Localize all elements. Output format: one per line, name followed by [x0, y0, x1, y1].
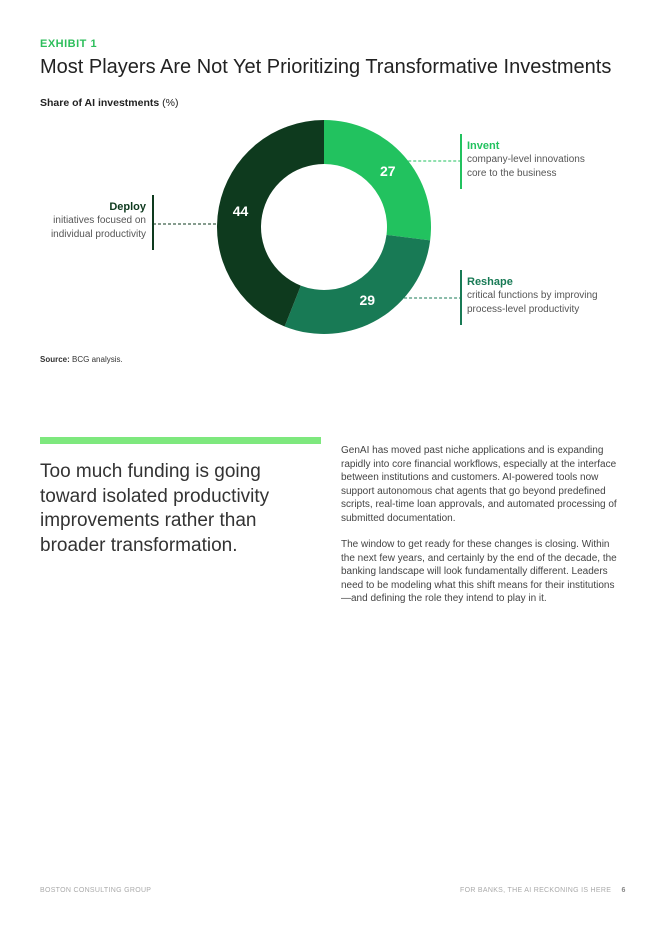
callout-deploy — [51, 200, 152, 242]
pull-quote: Too much funding is going toward isolated productivity improvements rather than broader transformation. — [40, 461, 270, 556]
body-paragraph-1: GenAI has moved past niche applications and is expanding rapidly into core financial workflows, especially at the interface between institutions and customers. AI-powered tools now support autonomous chat agents that go beyond predefined scripts, real-time loan approvals, and automated processing of submitted documentation. — [341, 445, 617, 524]
chart-subtitle-unit: (%) — [162, 97, 179, 109]
donut-slice-invent — [324, 120, 431, 240]
body-paragraph-2: The window to get ready for these changes is closing. Within the next few years, and certainly by the end of the decade, the banking landscape will look fundamentally different. Leaders need to be modeling what this shift means for their institutions—and defining the role they intend to play in it. — [341, 539, 617, 604]
callout-reshape-line1: critical functions by improving — [467, 290, 598, 301]
source-label: Source: — [40, 355, 70, 364]
footer-running-title — [460, 887, 626, 894]
callout-reshape-line2: process-level productivity — [467, 304, 580, 315]
donut-value-invent: 27 — [379, 162, 396, 179]
body-text — [341, 444, 623, 619]
accent-bar — [40, 437, 321, 444]
chart-source — [40, 355, 123, 364]
footer-publisher: BOSTON CONSULTING GROUP — [40, 887, 152, 894]
callout-reshape — [461, 275, 598, 317]
callout-invent-line2: core to the business — [467, 168, 557, 179]
footer-report-title: FOR BANKS, THE AI RECKONING IS HERE — [460, 887, 612, 894]
donut-value-reshape: 29 — [359, 292, 376, 309]
callout-invent-title: Invent — [467, 140, 500, 152]
callout-reshape-title: Reshape — [467, 276, 513, 288]
exhibit-label: EXHIBIT 1 — [40, 38, 98, 50]
donut-slice-reshape — [285, 235, 431, 334]
donut-slices — [217, 120, 431, 334]
page-number: 6 — [621, 887, 626, 894]
callout-deploy-line1: initiatives focused on — [53, 215, 146, 226]
donut-value-deploy: 44 — [232, 203, 249, 220]
chart-subtitle-text: Share of AI investments — [40, 97, 160, 109]
source-text: BCG analysis. — [72, 355, 123, 364]
callout-invent — [461, 139, 585, 181]
callout-deploy-line2: individual productivity — [50, 229, 146, 240]
exhibit-title: Most Players Are Not Yet Prioritizing Transformative Investments — [40, 56, 612, 78]
callout-deploy-title: Deploy — [109, 201, 146, 213]
callout-invent-line1: company-level innovations — [467, 154, 585, 165]
